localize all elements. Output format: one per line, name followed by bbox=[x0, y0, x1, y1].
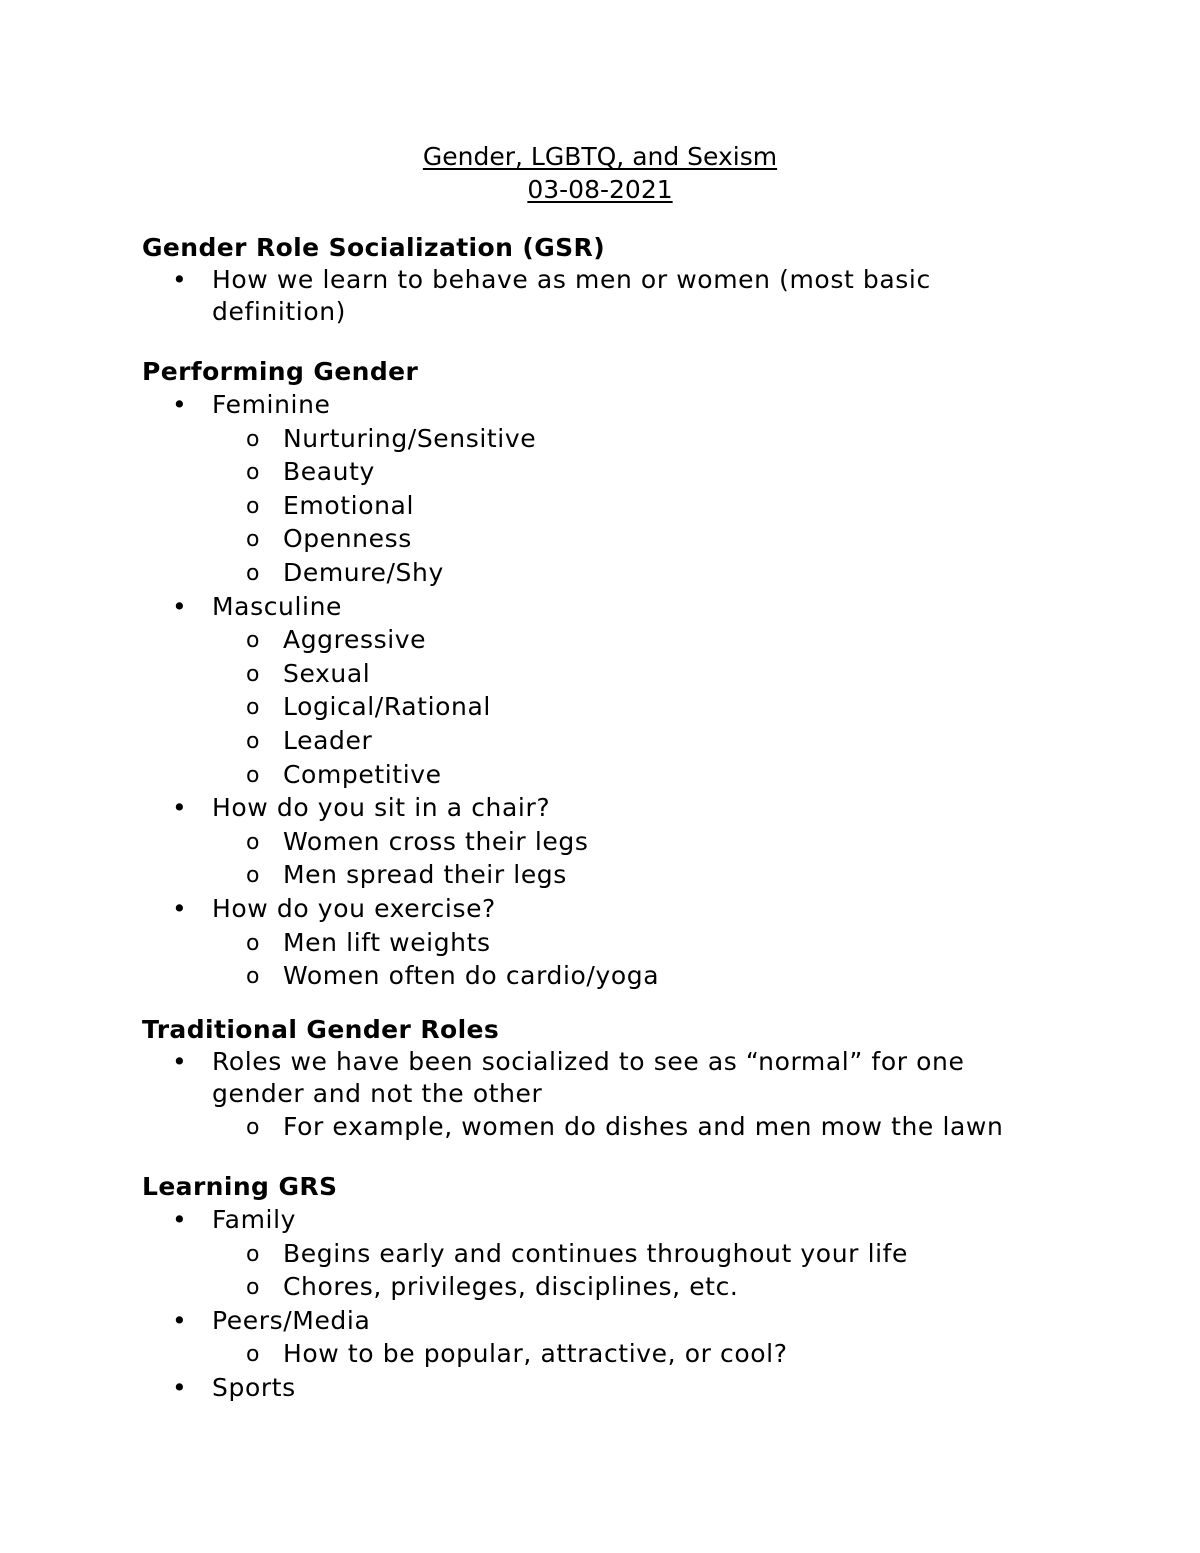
sub-list-item bbox=[142, 959, 1162, 993]
sub-list-item bbox=[142, 1110, 1162, 1144]
bullet-icon: o bbox=[246, 1275, 261, 1301]
section-learning-grs bbox=[142, 1170, 1162, 1405]
sub-list-item-text: Women often do cardio/yoga bbox=[283, 961, 660, 991]
list-item-text: How we learn to behave as men or women (most basic definition) bbox=[212, 265, 931, 326]
document-date: 03-08-2021 bbox=[527, 175, 673, 204]
list-item bbox=[142, 590, 1162, 624]
bullet-icon: o bbox=[246, 493, 261, 519]
sub-list-item-text: Chores, privileges, disciplines, etc. bbox=[283, 1272, 739, 1302]
list-item-text: Family bbox=[212, 1205, 297, 1234]
section-heading: Performing Gender bbox=[142, 357, 419, 386]
sub-list-item bbox=[142, 825, 1162, 859]
list-item-text: How do you sit in a chair? bbox=[212, 793, 551, 823]
bullet-icon: o bbox=[246, 695, 261, 721]
sub-list-item-text: Sexual bbox=[283, 658, 371, 688]
section-performing-gender bbox=[142, 355, 1162, 993]
sub-list-item-text: Begins early and continues throughout your life bbox=[283, 1238, 909, 1268]
bullet-icon: • bbox=[172, 893, 188, 923]
sub-list-item-text: Demure/Shy bbox=[283, 557, 444, 587]
bullet-icon: o bbox=[246, 661, 261, 687]
sub-list-item bbox=[142, 858, 1162, 892]
bullet-icon: • bbox=[172, 1205, 188, 1234]
list-item bbox=[142, 388, 1162, 422]
list-item-text: Feminine bbox=[212, 390, 331, 419]
bullet-icon: o bbox=[246, 560, 261, 586]
bullet-icon: o bbox=[246, 1342, 261, 1368]
sub-list-item bbox=[142, 623, 1162, 657]
document-header bbox=[0, 140, 1200, 206]
sub-list-item-text: Aggressive bbox=[283, 625, 427, 655]
bullet-icon: o bbox=[246, 628, 261, 654]
sub-list-item bbox=[142, 455, 1162, 489]
section-traditional-gender-roles bbox=[142, 1013, 1162, 1144]
sub-list-item-text: How to be popular, attractive, or cool? bbox=[283, 1339, 788, 1369]
list-item bbox=[142, 1203, 1162, 1237]
sub-list-item bbox=[142, 422, 1162, 456]
list-item bbox=[142, 1046, 1162, 1110]
sub-list-item bbox=[142, 926, 1162, 960]
list-item bbox=[142, 791, 1162, 825]
document-title: Gender, LGBTQ, and Sexism bbox=[422, 142, 778, 171]
bullet-icon: • bbox=[172, 1047, 188, 1076]
bullet-icon: • bbox=[172, 793, 188, 823]
section-heading: Learning GRS bbox=[142, 1172, 338, 1201]
sub-list-item-text: Emotional bbox=[283, 490, 414, 520]
sub-list-item bbox=[142, 489, 1162, 523]
bullet-icon: o bbox=[246, 762, 261, 788]
list-item-text: Sports bbox=[212, 1372, 296, 1402]
section-heading: Gender Role Socialization (GSR) bbox=[142, 233, 606, 262]
list-item-text: Roles we have been socialized to see as “normal” for one gender and not the other bbox=[212, 1047, 965, 1108]
sub-list-item bbox=[142, 758, 1162, 792]
sub-list-item bbox=[142, 724, 1162, 758]
sub-list-item-text: Leader bbox=[283, 725, 373, 755]
sub-list-item-text: Competitive bbox=[283, 759, 442, 789]
bullet-icon: o bbox=[246, 930, 261, 956]
list-item bbox=[142, 892, 1162, 926]
sub-list-item bbox=[142, 1237, 1162, 1271]
bullet-icon: o bbox=[246, 728, 261, 754]
list-item-text: Peers/Media bbox=[212, 1305, 371, 1335]
section-heading: Traditional Gender Roles bbox=[142, 1015, 500, 1044]
sub-list-item-text: Men spread their legs bbox=[283, 860, 567, 890]
bullet-icon: o bbox=[246, 1241, 261, 1267]
bullet-icon: o bbox=[246, 460, 261, 486]
bullet-icon: o bbox=[246, 1115, 261, 1140]
bullet-icon: • bbox=[172, 265, 188, 294]
sub-list-item-text: Beauty bbox=[283, 457, 375, 487]
sub-list-item-text: Men lift weights bbox=[283, 927, 491, 957]
bullet-icon: o bbox=[246, 426, 261, 452]
sub-list-item bbox=[142, 1270, 1162, 1304]
sub-list-item bbox=[142, 556, 1162, 590]
list-item bbox=[142, 1304, 1162, 1338]
bullet-icon: • bbox=[172, 1372, 188, 1402]
bullet-icon: o bbox=[246, 829, 261, 855]
bullet-icon: o bbox=[246, 964, 261, 990]
section-gsr bbox=[142, 231, 1162, 328]
bullet-icon: • bbox=[172, 591, 188, 621]
list-item-text: How do you exercise? bbox=[212, 893, 496, 923]
bullet-icon: • bbox=[172, 1305, 188, 1335]
sub-list-item bbox=[142, 690, 1162, 724]
list-item bbox=[142, 1371, 1162, 1405]
sub-list-item bbox=[142, 1337, 1162, 1371]
sub-list-item-text: Women cross their legs bbox=[283, 826, 589, 856]
sub-list-item-text: Openness bbox=[283, 524, 412, 554]
sub-list-item bbox=[142, 522, 1162, 556]
list-item-text: Masculine bbox=[212, 591, 343, 621]
list-item bbox=[142, 264, 1162, 328]
sub-list-item-text: Nurturing/Sensitive bbox=[283, 423, 537, 453]
sub-list-item bbox=[142, 657, 1162, 691]
bullet-icon: • bbox=[172, 390, 188, 419]
sub-list-item-text: Logical/Rational bbox=[283, 692, 491, 722]
sub-list-item-text: For example, women do dishes and men mow the lawn bbox=[283, 1112, 1004, 1141]
bullet-icon: o bbox=[246, 863, 261, 889]
bullet-icon: o bbox=[246, 527, 261, 553]
